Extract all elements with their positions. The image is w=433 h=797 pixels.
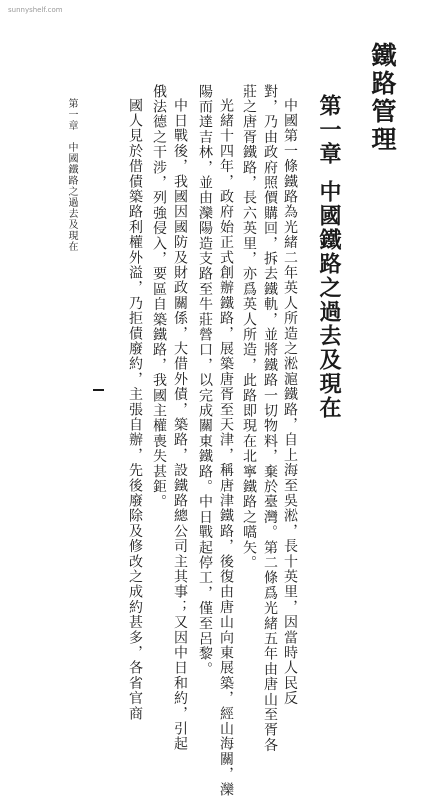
chapter-title: 中國鐵路之過去及現在 — [316, 180, 342, 420]
body-column-3: 莊之唐胥鐵路，長六英里，亦爲英人所造，此路即現在北寧鐵路之嚆矢。 — [241, 84, 257, 571]
book-title: 鐵路管理 — [368, 42, 397, 154]
body-column-2: 對，乃由政府照價購回，拆去鐵軌，並將鐵路一切物料，棄於臺灣。第二條爲光緒五年由唐山至胥各 — [262, 84, 278, 753]
body-column-5: 陽而達吉林，並由灤陽造支路至牛莊營口，以完成關東鐵路。中日戰起停工，僅至呂黎。 — [197, 84, 213, 677]
body-column-1: 中國第一條鐵路為光緒二年英人所造之淞滬鐵路，自上海至吳淞，長十英里，因當時人民反 — [282, 98, 298, 706]
body-column-7: 俄法德之干涉，列強侵入，要區自築鐵路，我國主權喪失甚鉅。 — [151, 84, 167, 510]
footer-running-title: 第一章 中國鐵路之過去及現在 — [66, 98, 77, 252]
body-column-4: 光緒十四年，政府始正式創辦鐵路，展築唐胥至天津，稱唐津鐵路，後復由唐山向東展築，經山海關，灤 — [218, 98, 234, 797]
chapter-heading — [314, 94, 345, 420]
body-column-6: 中日戰後，我國因國防及財政關係，大借外債，築路，設鐵路總公司主其事；又因中日和約，引起 — [172, 98, 188, 752]
page-number — [93, 389, 104, 391]
chapter-number: 第一章 — [316, 94, 342, 166]
watermark-text: sunnyshelf.com — [8, 6, 63, 14]
body-column-8: 國人見於借債築路利權外溢，乃拒債廢約，主張自辦，先後廢除及修改之成約甚多，各省官商 — [127, 98, 143, 722]
